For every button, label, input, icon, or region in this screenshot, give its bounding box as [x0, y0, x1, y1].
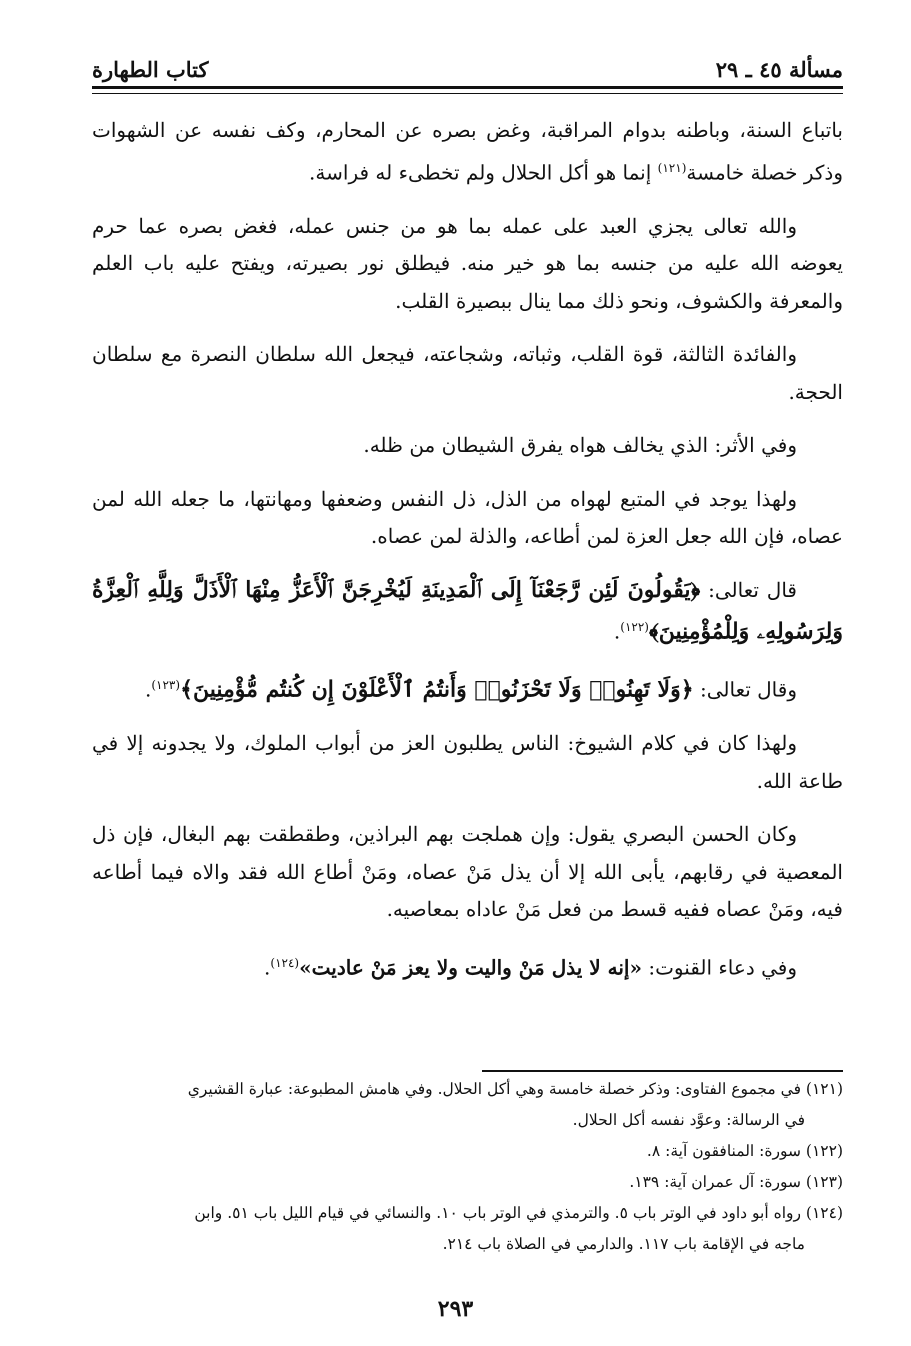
- paragraph: ولهذا يوجد في المتبع لهواه من الذل، ذل النفس وضعفها ومهانتها، ما جعله الله لمن عصاه، فإن الله جعل العزة لمن أطاعه، والذلة لمن عصاه.: [92, 486, 843, 549]
- footnote-121-continued: في الرسالة: وعوَّد نفسه أكل الحلال.: [572, 1111, 805, 1129]
- footnote-123: (١٢٣) سورة: آل عمران آية: ١٣٩.: [629, 1173, 843, 1191]
- quran-verse: ﴿وَلَا تَهِنُوا۟ وَلَا تَحْزَنُوا۟ وَأَنتُمُ ٱلْأَعْلَوْنَ إِن كُنتُم مُّؤْمِنِينَ﴾: [180, 676, 694, 703]
- footnote-121: (١٢١) في مجموع الفتاوى: وذكر خصلة خامسة وهي أكل الحلال. وفي هامش المطبوعة: عبارة القشيري: [187, 1080, 843, 1098]
- footnote-ref[interactable]: (١٢٣): [151, 678, 181, 693]
- paragraph: وفي الأثر: الذي يخالف هواه يفرق الشيطان من ظله.: [363, 433, 797, 458]
- footnote-ref[interactable]: (١٢١): [657, 160, 687, 175]
- paragraph: ولهذا كان في كلام الشيوخ: الناس يطلبون العز من أبواب الملوك، ولا يجدونه إلا في طاعة الله.: [92, 731, 843, 793]
- footnote-124-continued: ماجه في الإقامة باب ١١٧. والدارمي في الصلاة باب ٢١٤.: [442, 1235, 805, 1253]
- quran-verse: ﴿يَقُولُونَ لَئِن رَّجَعْنَآ إِلَى ٱلْمَدِينَةِ لَيُخْرِجَنَّ ٱلْأَعَزُّ مِنْهَا ٱلْأَذَلَّ وَلِلَّهِ ٱلْعِزَّةُ وَلِرَسُولِهِۦ وَلِلْمُؤْمِنِينَ﴾: [92, 576, 843, 645]
- paragraph: وفي دعاء القنوت: «إنه لا يذل مَنْ واليت ولا يعز مَنْ عاديت»$^{(١٢٤)}$.: [264, 955, 797, 980]
- paragraph: وكان الحسن البصري يقول: وإن هملجت بهم البراذين، وطقطقت بهم البغال، فإن ذل المعصية في رقابهم، يأبى الله إلا أن يذل مَنْ عصاه، ومَنْ أطاع الله فقد والاه فيما أطاعه فيه، ومَنْ عصاه ففيه قسط من فعل مَنْ عاداه بمعاصيه.: [92, 822, 843, 922]
- paragraph: والفائدة الثالثة، قوة القلب، وثباته، وشجاعته، فيجعل الله سلطان النصرة مع سلطان الحجة.: [92, 342, 843, 404]
- footnote-124: (١٢٤) رواه أبو داود في الوتر باب ٥. والترمذي في الوتر باب ١٠. والنسائي في قيام الليل باب ٥١. وابن: [194, 1204, 843, 1222]
- paragraph: والله تعالى يجزي العبد على عمله بما هو من جنس عمله، فغض بصره عما حرم يعوضه الله عليه من جنسه بما هو خير منه. فيطلق نور بصيرته، ويفتح عليه باب العلم والمعرفة والكشوف، ونحو ذلك مما ينال ببصيرة القلب.: [92, 213, 843, 313]
- footnote-ref[interactable]: (١٢٤): [270, 955, 300, 970]
- header-rule-thick: [92, 86, 843, 89]
- footnote-ref[interactable]: (١٢٢): [620, 620, 649, 635]
- page-number: ٢٩٣: [437, 1296, 474, 1322]
- footnote-122: (١٢٢) سورة: المنافقون آية: ٨.: [646, 1142, 843, 1160]
- quran-quote-paragraph: قال تعالى: ﴿يَقُولُونَ لَئِن رَّجَعْنَآ إِلَى ٱلْمَدِينَةِ لَيُخْرِجَنَّ ٱلْأَعَزُّ مِنْهَا ٱلْأَذَلَّ وَلِلَّهِ ٱلْعِزَّةُ وَلِرَسُولِهِۦ وَلِلْمُؤْمِنِينَ﴾$^{(١٢٢)}$.: [92, 576, 843, 645]
- section-label: مسألة ٤٥ ـ ٢٩: [715, 57, 843, 82]
- book-title: كتاب الطهارة: [92, 57, 209, 82]
- running-header: [92, 48, 843, 82]
- footnotes: [92, 1076, 843, 1262]
- footnote-separator: [482, 1070, 843, 1072]
- quran-quote-paragraph: وقال تعالى: ﴿وَلَا تَهِنُوا۟ وَلَا تَحْزَنُوا۟ وَأَنتُمُ ٱلْأَعْلَوْنَ إِن كُنتُم مُّؤْمِنِينَ﴾$^{(١٢٣)}$.: [144, 676, 797, 703]
- hadith-quote: «إنه لا يذل مَنْ واليت ولا يعز مَنْ عاديت»: [299, 955, 642, 980]
- main-text: [92, 112, 843, 1003]
- paragraph: باتباع السنة، وباطنه بدوام المراقبة، وغض بصره عن المحارم، وكف نفسه عن الشهوات وذكر خصلة خامسة$^{(١٢١)}$ إنما هو أكل الحلال ولم تخطىء له فراسة.: [92, 118, 843, 185]
- header-rule-thin: [92, 93, 843, 94]
